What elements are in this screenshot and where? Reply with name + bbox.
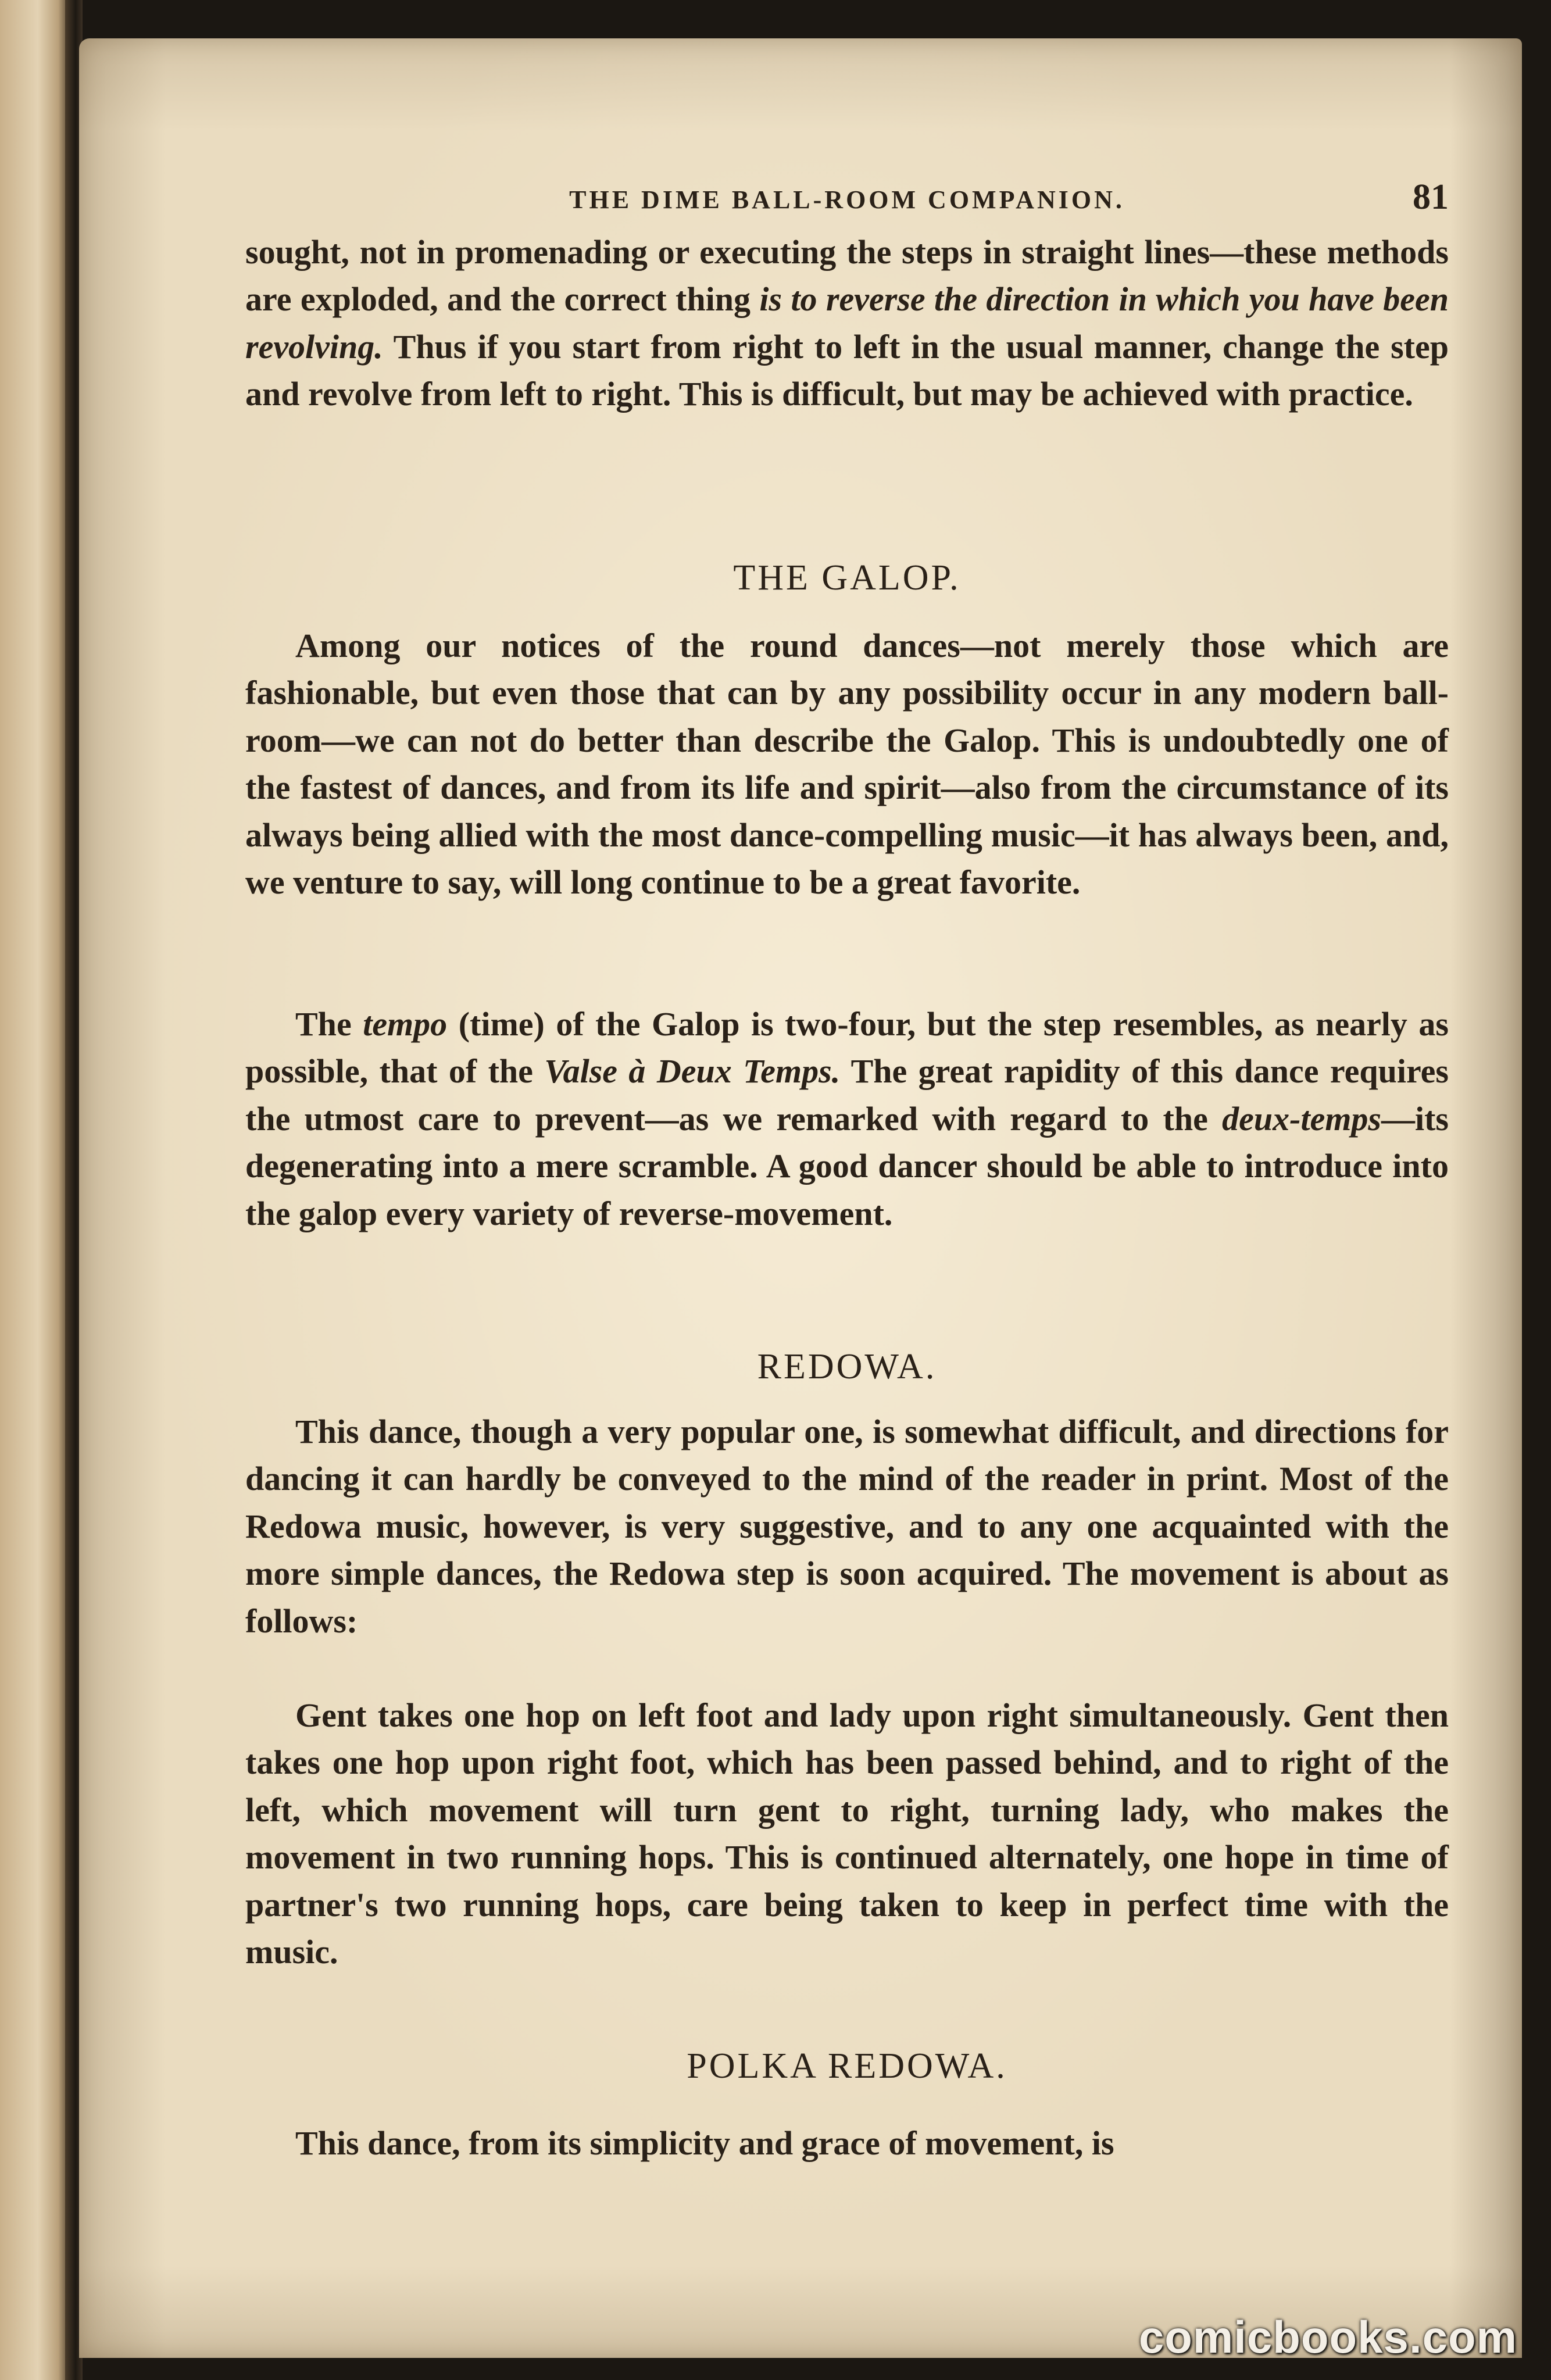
- paragraph-galop-2-italic-tempo: tempo: [363, 1005, 448, 1043]
- paragraph-redowa-2: [245, 1692, 1449, 1975]
- paragraph-galop-2-text-b: (time) of the Galop is two-four, but the step resembles, as nearly as possible, that of the: [245, 1005, 1449, 1091]
- paragraph-galop-2-text-d: —its degenerating into a mere scramble. A good dancer should be able to introduce into the galop every variety of reverse-movement.: [245, 1099, 1449, 1232]
- running-head: [245, 177, 1449, 223]
- paragraph-galop-2: [245, 1000, 1449, 1237]
- facing-page-edge: [0, 0, 69, 2380]
- running-head-title: THE DIME BALL-ROOM COMPANION.: [569, 185, 1125, 214]
- paragraph-polka-redowa-1: [245, 2120, 1449, 2167]
- site-watermark: comicbooks.com: [1138, 2311, 1517, 2363]
- paragraph-1-text-end: Thus if you start from right to left in the usual manner, change the step and revolve from left to right. This is difficult, but may be achieved with practice.: [245, 327, 1449, 413]
- heading-the-galop: THE GALOP.: [733, 558, 961, 598]
- paragraph-galop-1: [245, 622, 1449, 906]
- paragraph-redowa-2-text: Gent takes one hop on left foot and lady upon right simultaneously. Gent then takes one hop upon right foot, which has been passed behind, and to right of the left, which movement will turn gent to right, turning lady, who makes the movement in two running hops. This is continued alternately, one hope in time of partner's two running hops, care being taken to keep in perfect time with the music.: [245, 1696, 1449, 1971]
- paragraph-redowa-1: [245, 1408, 1449, 1645]
- heading-polka-redowa: POLKA REDOWA.: [687, 2046, 1007, 2086]
- book-page: [79, 38, 1522, 2358]
- page-number: 81: [1413, 177, 1449, 217]
- paragraph-1-italic: is to reverse the direction in which you have been revolving.: [245, 280, 1449, 366]
- paragraph-galop-1-text: Among our notices of the round dances—not merely those which are fashionable, but even those that can by any possibility occur in any modern ball-room—we can not do better than describe the Galop. This is undoubtedly one of the fastest of dances, and from its life and spirit—also from the circumstance of its always being allied with the most dance-compelling music—it has always been, and, we venture to say, will long continue to be a great favorite.: [245, 627, 1449, 902]
- paragraph-1-text: sought, not in promenading or executing the steps in straight lines—these methods are exploded, and the correct thing: [245, 233, 1449, 319]
- paragraph-galop-2-italic-valse: Valse à Deux Temps.: [544, 1052, 841, 1091]
- paragraph-redowa-1-text: This dance, though a very popular one, is somewhat difficult, and directions for dancing it can hardly be conveyed to the mind of the reader in print. Most of the Redowa music, however, is very suggestive, and to any one acquainted with the more simple dances, the Redowa step is soon acquired. The movement is about as follows:: [245, 1413, 1449, 1640]
- paragraph-galop-2-italic-deux-temps: deux-temps: [1222, 1099, 1381, 1138]
- paragraph-1: [245, 228, 1449, 418]
- heading-redowa: REDOWA.: [757, 1347, 937, 1386]
- paragraph-galop-2-text-a: The: [295, 1005, 363, 1043]
- paragraph-polka-redowa-1-text: This dance, from its simplicity and grace of movement, is: [295, 2124, 1114, 2162]
- paragraph-galop-2-text-c: The great rapidity of this dance requires the utmost care to prevent—as we remarked with regard to the: [245, 1052, 1449, 1138]
